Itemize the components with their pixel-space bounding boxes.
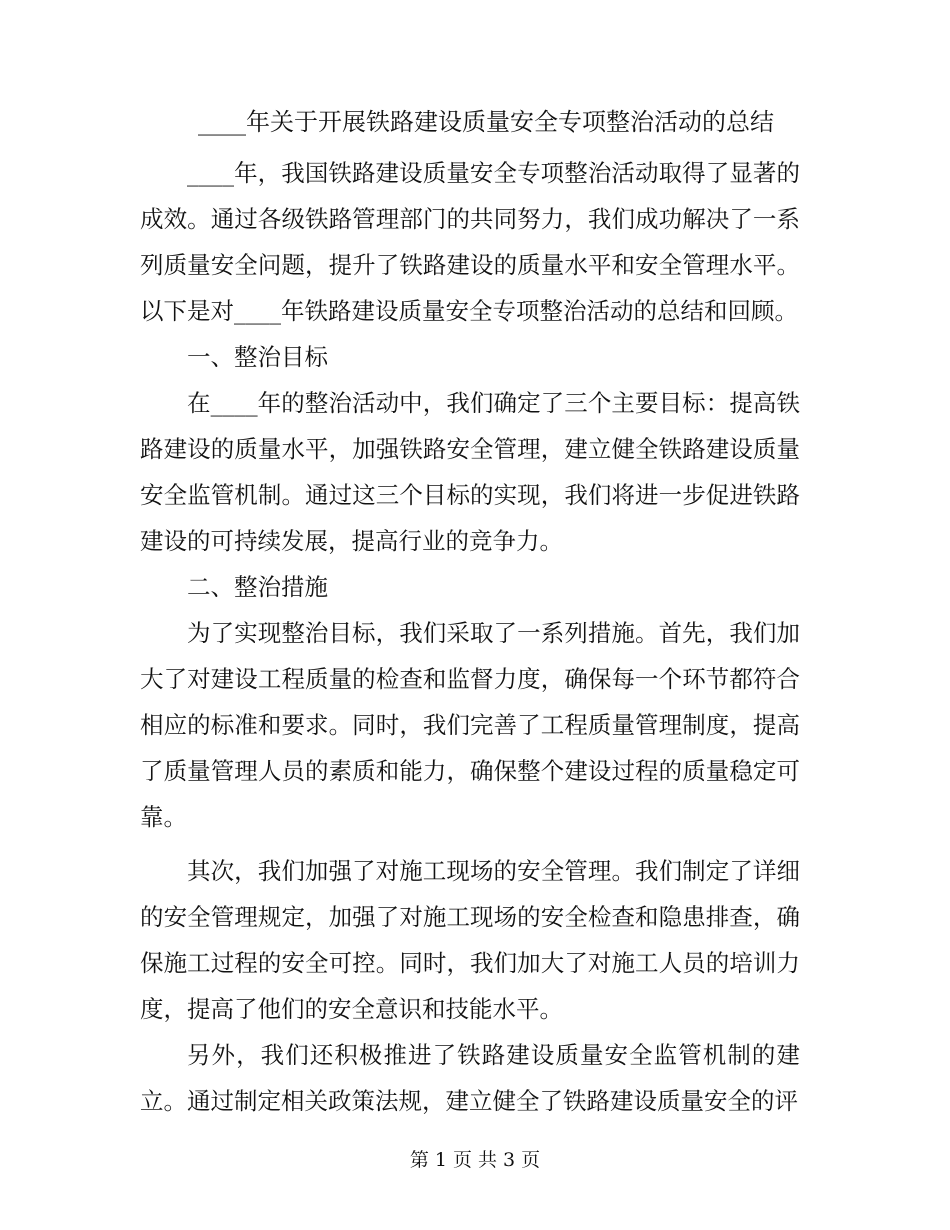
paragraph-goals: 在____年的整治活动中，我们确定了三个主要目标：提高铁路建设的质量水平，加强铁路安全管理，建立健全铁路建设质量安全监管机制。通过这三个目标的实现，我们将进一步促进铁路建设的可持续发展，提高行业的竞争力。: [140, 389, 800, 555]
paragraph-measures-supervision: 另外，我们还积极推进了铁路建设质量安全监管机制的建立。通过制定相关政策法规，建立健全了铁路建设质量安全的评: [140, 1041, 800, 1115]
paragraph-measures-quality: 为了实现整治目标，我们采取了一系列措施。首先，我们加大了对建设工程质量的检查和监督力度，确保每一个环节都符合相应的标准和要求。同时，我们完善了工程质量管理制度，提高了质量管理人员的素质和能力，确保整个建设过程的质量稳定可靠。: [140, 619, 800, 831]
document-body: [140, 150, 800, 1124]
section-heading-goals: 一、整治目标: [187, 343, 328, 371]
document-title: ____年关于开展铁路建设质量安全专项整治活动的总结: [198, 108, 774, 136]
paragraph-intro: ____年，我国铁路建设质量安全专项整治活动取得了显著的成效。通过各级铁路管理部门的共同努力，我们成功解决了一系列质量安全问题，提升了铁路建设的质量水平和安全管理水平。以下是对____年铁路建设质量安全专项整治活动的总结和回顾。: [140, 159, 800, 325]
paragraph-measures-safety: 其次，我们加强了对施工现场的安全管理。我们制定了详细的安全管理规定，加强了对施工现场的安全检查和隐患排查，确保施工过程的安全可控。同时，我们加大了对施工人员的培训力度，提高了他们的安全意识和技能水平。: [140, 857, 800, 1023]
page-number-footer: 第 1 页 共 3 页: [409, 1149, 541, 1171]
section-heading-measures: 二、整治措施: [187, 573, 328, 601]
